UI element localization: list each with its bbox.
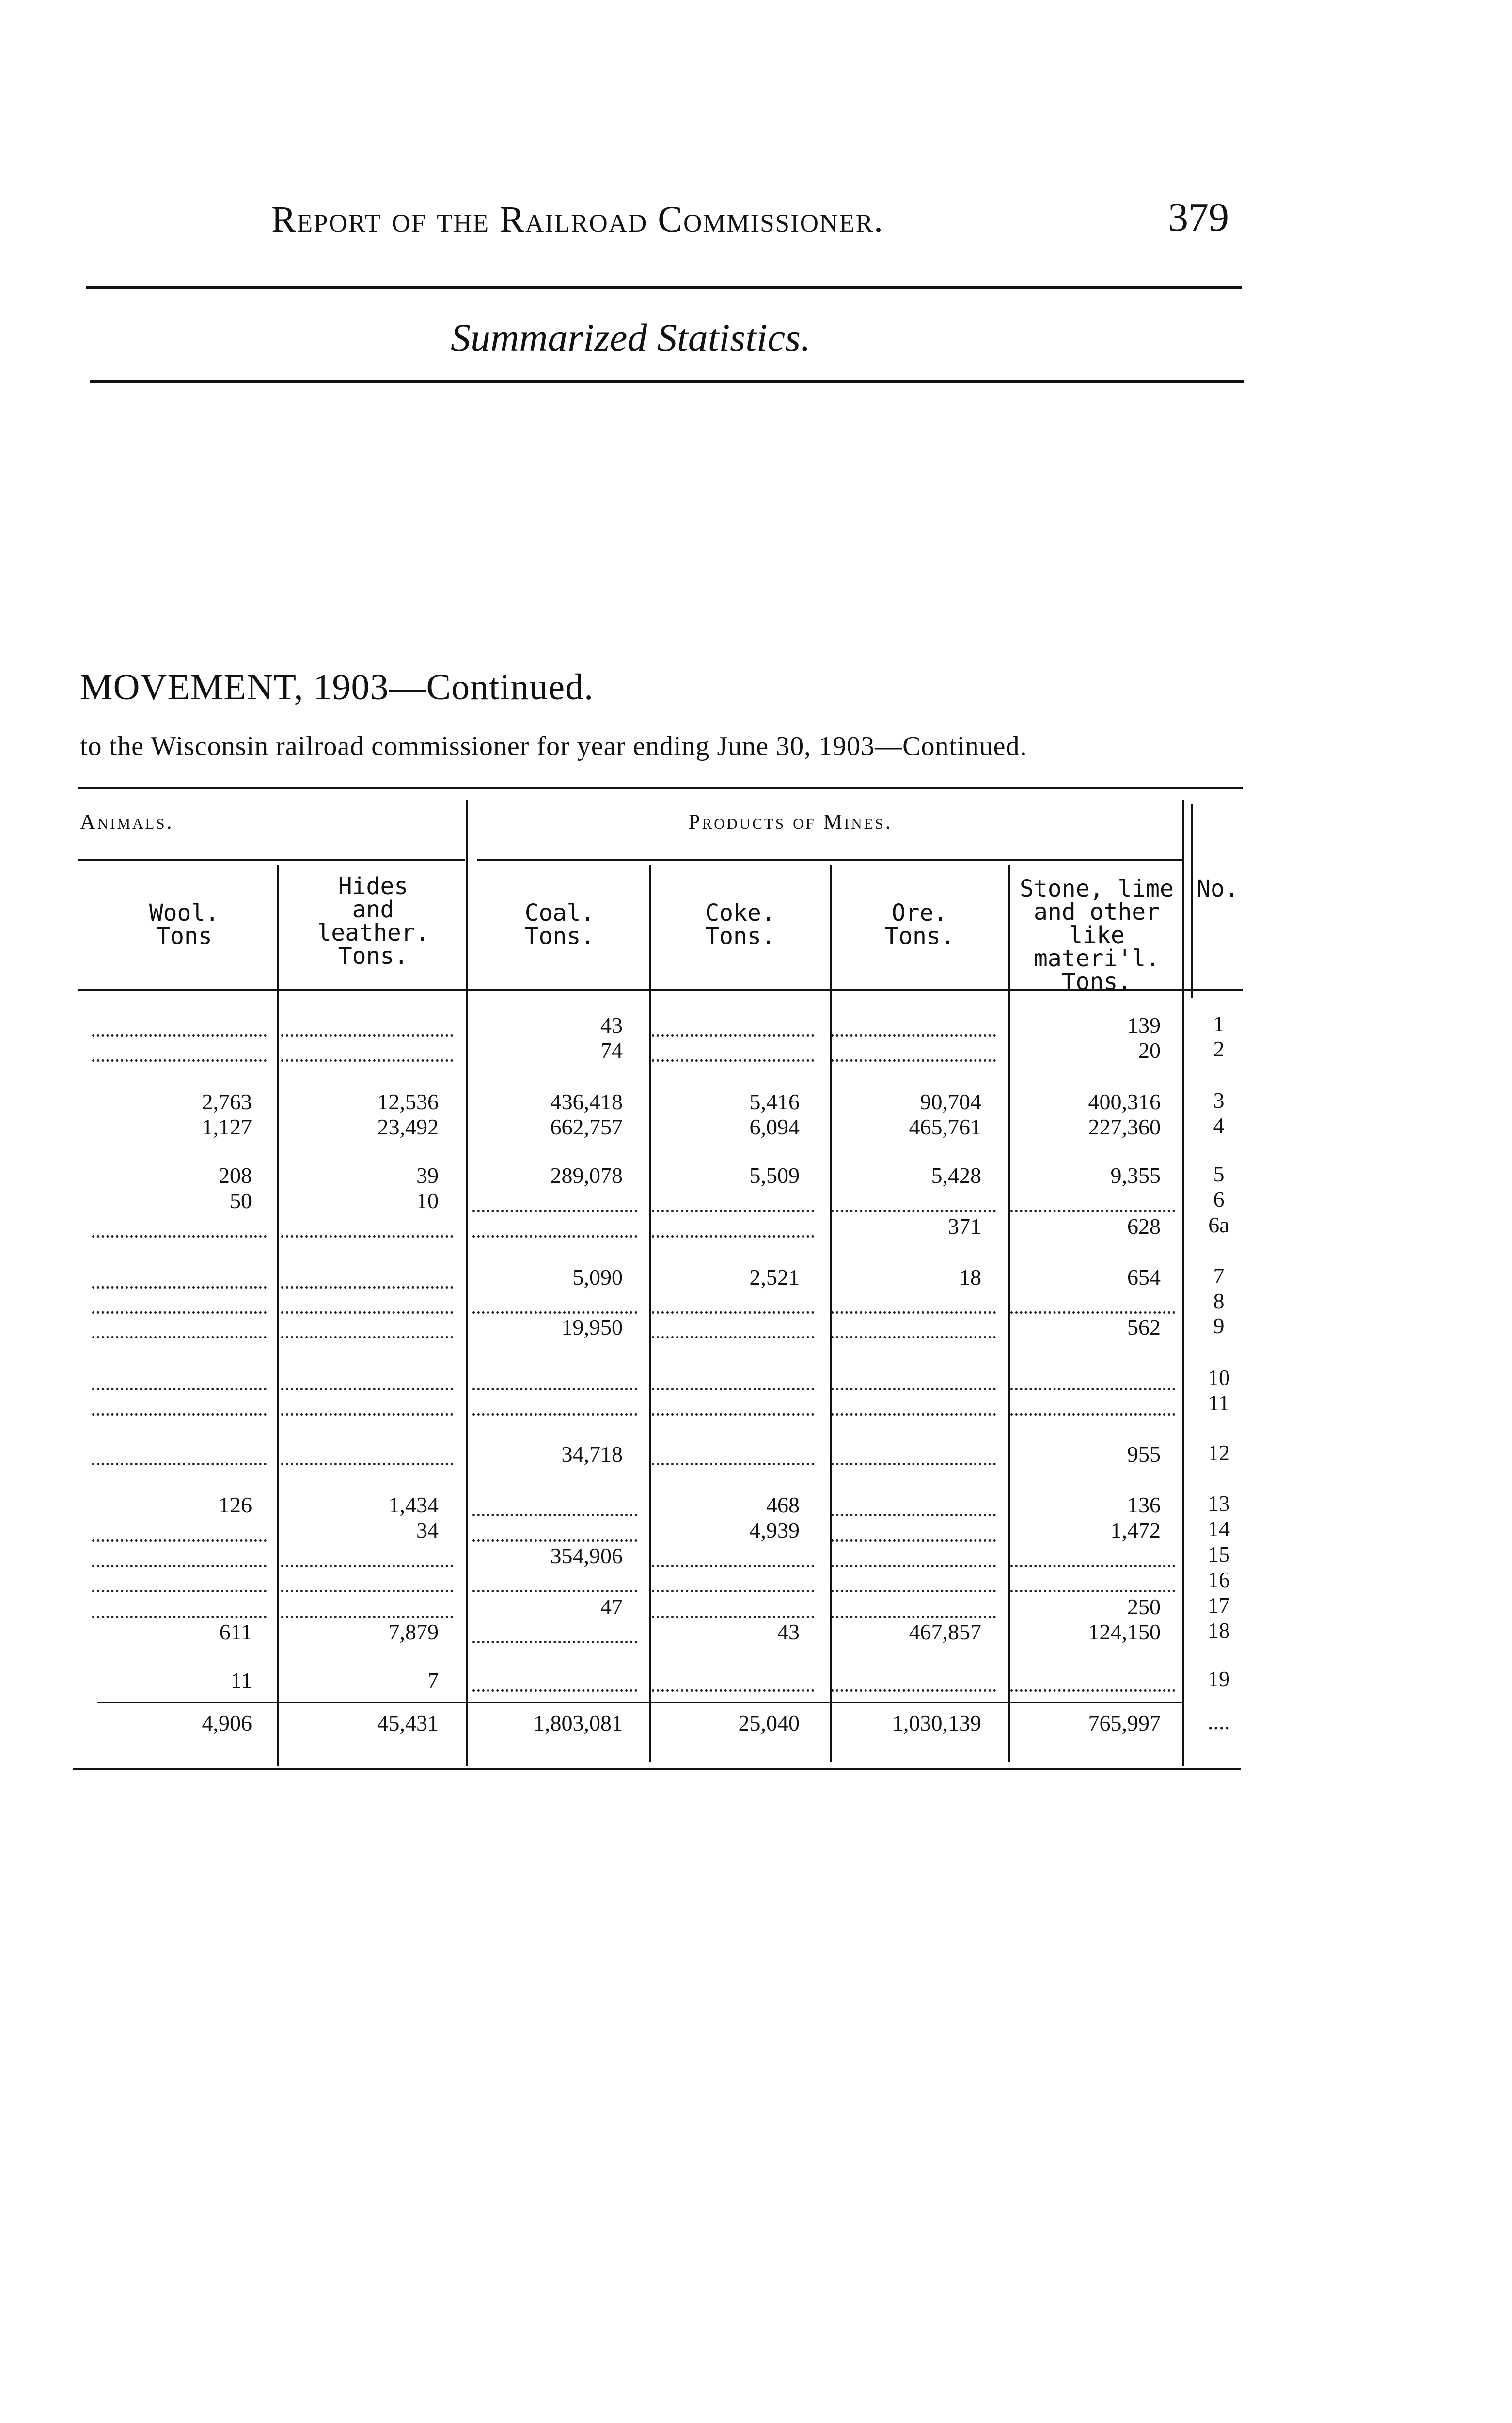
dot-leader — [92, 1385, 267, 1390]
cell-stone: 1,472 — [1110, 1518, 1161, 1542]
cell-coal: 34,718 — [561, 1442, 623, 1466]
row-number: 3 — [1213, 1088, 1225, 1113]
row-number: 12 — [1208, 1440, 1230, 1465]
col-divider-7 — [1191, 804, 1193, 998]
row-number: 14 — [1208, 1516, 1230, 1541]
col-head-ore — [831, 901, 1008, 948]
cell-coal: 436,418 — [550, 1089, 623, 1114]
col-head-hides — [281, 875, 465, 968]
col-head-coal — [470, 901, 649, 948]
dot-leader — [92, 1232, 267, 1238]
col-divider-2 — [466, 800, 468, 1766]
dot-leader — [92, 1460, 267, 1465]
totals-rule — [97, 1702, 1182, 1703]
cell-ore: 465,761 — [909, 1115, 981, 1139]
dot-leader — [831, 1333, 996, 1338]
dot-leader — [472, 1511, 637, 1516]
dot-leader — [1010, 1587, 1175, 1592]
cell-wool: 208 — [219, 1163, 252, 1188]
dot-leader — [652, 1232, 814, 1238]
dot-leader — [831, 1613, 996, 1618]
header-rule-bottom — [90, 380, 1244, 383]
dot-leader — [1010, 1308, 1175, 1314]
dot-leader — [92, 1410, 267, 1416]
col-divider-3 — [649, 865, 651, 1762]
dot-leader — [472, 1536, 637, 1542]
dot-leader — [92, 1308, 267, 1314]
dot-leader — [1010, 1410, 1175, 1416]
cell-coal: 47 — [600, 1594, 623, 1619]
dot-leader — [281, 1410, 453, 1416]
dot-leader — [472, 1385, 637, 1390]
cell-wool: 126 — [219, 1493, 252, 1517]
row-number: 6 — [1213, 1187, 1225, 1212]
col-head-stone — [1009, 877, 1184, 993]
dot-leader — [92, 1333, 267, 1338]
dot-leader — [281, 1333, 453, 1338]
cell-stone: 136 — [1127, 1493, 1161, 1517]
group-rule-mines — [477, 859, 1182, 861]
col-head-line: Tons. — [338, 943, 409, 970]
dot-leader — [281, 1587, 453, 1592]
group-label-animals: Animals. — [80, 810, 174, 834]
col-head-line: and — [352, 896, 394, 923]
col-head-no — [1192, 877, 1243, 900]
cell-stone: 654 — [1127, 1265, 1161, 1290]
dot-leader — [281, 1031, 453, 1037]
row-number: 18 — [1208, 1618, 1230, 1643]
dot-leader — [831, 1308, 996, 1314]
cell-coal: 19,950 — [561, 1315, 623, 1339]
row-number: 4 — [1213, 1113, 1225, 1138]
row-number: 16 — [1208, 1567, 1230, 1592]
page-number: 379 — [1168, 195, 1229, 240]
col-head-coke — [652, 901, 829, 948]
col-divider-1 — [277, 865, 279, 1766]
cell-coke: 43 — [777, 1620, 800, 1644]
dot-leader — [92, 1587, 267, 1592]
total-no: .... — [1208, 1709, 1230, 1734]
cell-coke: 4,939 — [749, 1518, 800, 1542]
dot-leader — [652, 1686, 814, 1692]
cell-stone: 400,316 — [1088, 1089, 1161, 1114]
cell-coke: 6,094 — [749, 1115, 800, 1139]
cell-stone: 20 — [1138, 1038, 1161, 1063]
dot-leader — [831, 1587, 996, 1592]
dot-leader — [92, 1562, 267, 1567]
row-number: 7 — [1213, 1263, 1225, 1288]
running-head: Report of the Railroad Commissioner. — [271, 199, 884, 240]
col-head-line: Tons. — [1061, 968, 1132, 995]
section-heading: MOVEMENT, 1903—Continued. — [80, 667, 594, 708]
cell-hides: 34 — [416, 1518, 439, 1542]
cell-ore: 18 — [959, 1265, 981, 1290]
cell-hides: 23,492 — [377, 1115, 439, 1139]
col-head-line: Coal. — [524, 899, 595, 927]
dot-leader — [281, 1562, 453, 1567]
dot-leader — [1010, 1385, 1175, 1390]
dot-leader — [652, 1056, 814, 1062]
cell-stone: 628 — [1127, 1214, 1161, 1239]
row-number: 5 — [1213, 1162, 1225, 1186]
col-head-line: Tons. — [884, 923, 955, 950]
dot-leader — [472, 1410, 637, 1416]
col-head-line: leather. — [317, 919, 429, 946]
col-head-line: Ore. — [891, 899, 948, 927]
cell-coal: 43 — [600, 1013, 623, 1038]
dot-leader — [92, 1536, 267, 1542]
cell-ore: 90,704 — [920, 1089, 981, 1114]
col-head-line: like materi'l. — [1033, 922, 1160, 972]
cell-stone: 250 — [1127, 1594, 1161, 1619]
col-head-line: Tons — [156, 923, 212, 950]
dot-leader — [472, 1686, 637, 1692]
dot-leader — [1010, 1686, 1175, 1692]
dot-leader — [831, 1056, 996, 1062]
dot-leader — [831, 1207, 996, 1212]
total-hides: 45,431 — [377, 1711, 439, 1735]
dot-leader — [652, 1587, 814, 1592]
col-head-line: Tons. — [524, 923, 595, 950]
row-number: 6a — [1208, 1212, 1229, 1237]
dot-leader — [831, 1460, 996, 1465]
col-head-line: Tons. — [705, 923, 775, 950]
dot-leader — [652, 1460, 814, 1465]
dot-leader — [1010, 1562, 1175, 1567]
cell-hides: 10 — [416, 1188, 439, 1213]
total-coke: 25,040 — [738, 1711, 800, 1735]
cell-ore: 5,428 — [931, 1163, 981, 1188]
col-head-wool — [97, 901, 271, 948]
col-divider-5 — [1008, 865, 1010, 1762]
cell-coke: 2,521 — [749, 1265, 800, 1290]
cell-hides: 39 — [416, 1163, 439, 1188]
cell-stone: 9,355 — [1110, 1163, 1161, 1188]
table-bottom-rule — [73, 1768, 1241, 1770]
cell-wool: 2,763 — [202, 1089, 252, 1114]
cell-coal: 662,757 — [550, 1115, 623, 1139]
group-label-mines: Products of Mines. — [688, 810, 893, 834]
dot-leader — [1010, 1207, 1175, 1212]
dot-leader — [92, 1031, 267, 1037]
cell-ore: 371 — [948, 1214, 981, 1239]
dot-leader — [831, 1511, 996, 1516]
dot-leader — [831, 1410, 996, 1416]
col-head-line: and other — [1033, 898, 1160, 926]
cell-coal: 74 — [600, 1038, 623, 1063]
dot-leader — [92, 1283, 267, 1289]
subtitle: Summarized Statistics. — [451, 315, 811, 360]
row-number: 17 — [1208, 1593, 1230, 1618]
dot-leader — [831, 1385, 996, 1390]
row-number: 9 — [1213, 1313, 1225, 1338]
dot-leader — [472, 1587, 637, 1592]
dot-leader — [472, 1638, 637, 1643]
cell-hides: 1,434 — [388, 1493, 439, 1517]
col-head-line: Stone, lime — [1020, 875, 1174, 902]
group-rule-animals — [78, 859, 465, 861]
col-head-line: No. — [1197, 875, 1239, 902]
total-ore: 1,030,139 — [892, 1711, 981, 1735]
dot-leader — [652, 1613, 814, 1618]
cell-coal: 5,090 — [572, 1265, 623, 1290]
dot-leader — [281, 1460, 453, 1465]
row-number: 1 — [1213, 1011, 1225, 1036]
table-top-rule — [78, 787, 1243, 789]
dot-leader — [472, 1207, 637, 1212]
cell-stone: 227,360 — [1088, 1115, 1161, 1139]
cell-hides: 12,536 — [377, 1089, 439, 1114]
cell-wool: 11 — [230, 1668, 252, 1693]
cell-ore: 467,857 — [909, 1620, 981, 1644]
cell-wool: 611 — [219, 1620, 252, 1644]
col-head-line: Wool. — [149, 899, 220, 927]
dot-leader — [281, 1232, 453, 1238]
cell-coal: 354,906 — [550, 1543, 623, 1568]
dot-leader — [281, 1613, 453, 1618]
cell-coke: 5,509 — [749, 1163, 800, 1188]
cell-stone: 955 — [1127, 1442, 1161, 1466]
dot-leader — [652, 1207, 814, 1212]
col-head-line: Coke. — [705, 899, 775, 927]
dot-leader — [652, 1562, 814, 1567]
row-number: 2 — [1213, 1037, 1225, 1061]
dot-leader — [92, 1056, 267, 1062]
cell-hides: 7,879 — [388, 1620, 439, 1644]
row-number: 11 — [1208, 1390, 1230, 1415]
dot-leader — [831, 1031, 996, 1037]
cell-coal: 289,078 — [550, 1163, 623, 1188]
dot-leader — [652, 1385, 814, 1390]
row-number: 19 — [1208, 1667, 1230, 1691]
dot-leader — [652, 1333, 814, 1338]
dot-leader — [652, 1031, 814, 1037]
cell-wool: 1,127 — [202, 1115, 252, 1139]
dot-leader — [472, 1308, 637, 1314]
dot-leader — [281, 1385, 453, 1390]
total-coal: 1,803,081 — [534, 1711, 623, 1735]
dot-leader — [831, 1686, 996, 1692]
cell-stone: 139 — [1127, 1013, 1161, 1038]
dot-leader — [281, 1308, 453, 1314]
col-head-line: Hides — [338, 873, 409, 900]
dot-leader — [281, 1056, 453, 1062]
cell-wool: 50 — [230, 1188, 252, 1213]
cell-coke: 468 — [766, 1493, 800, 1517]
row-number: 15 — [1208, 1542, 1230, 1567]
row-number: 8 — [1213, 1289, 1225, 1313]
dot-leader — [281, 1283, 453, 1289]
dot-leader — [652, 1410, 814, 1416]
dot-leader — [472, 1232, 637, 1238]
cell-hides: 7 — [427, 1668, 439, 1693]
table-caption: to the Wisconsin railroad commissioner for year ending June 30, 1903—Continued. — [80, 731, 1027, 761]
row-number: 10 — [1208, 1365, 1230, 1390]
total-wool: 4,906 — [202, 1711, 252, 1735]
header-rule-top — [86, 286, 1242, 289]
cell-stone: 124,150 — [1088, 1620, 1161, 1644]
row-number: 13 — [1208, 1491, 1230, 1516]
dot-leader — [831, 1536, 996, 1542]
dot-leader — [92, 1613, 267, 1618]
dot-leader — [831, 1562, 996, 1567]
cell-coke: 5,416 — [749, 1089, 800, 1114]
cell-stone: 562 — [1127, 1315, 1161, 1339]
dot-leader — [652, 1308, 814, 1314]
total-stone: 765,997 — [1088, 1711, 1161, 1735]
